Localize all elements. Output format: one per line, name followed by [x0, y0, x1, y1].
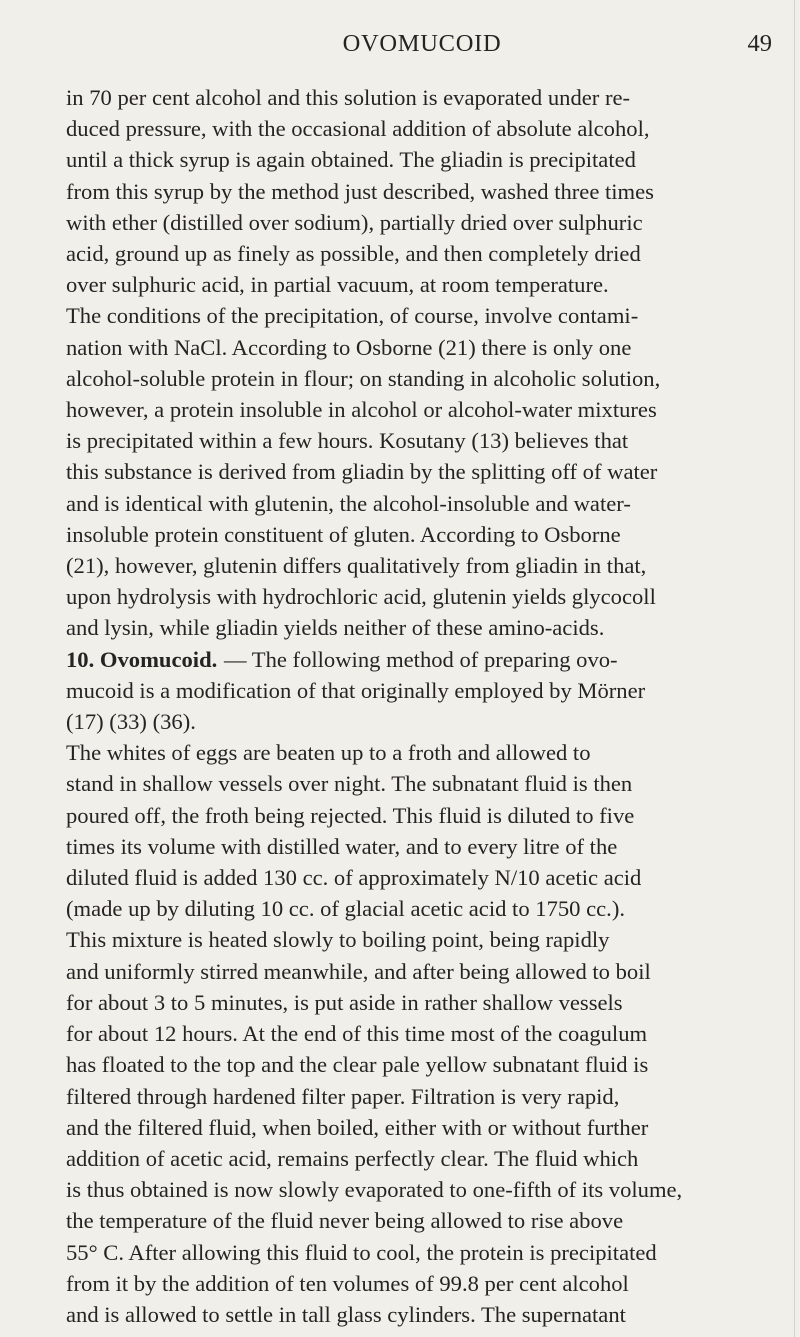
paragraph-ovomucoid-heading — [66, 644, 778, 738]
em-dash: — — [223, 646, 247, 672]
running-header — [66, 30, 778, 62]
ovomucoid-intro-text: The following method of preparing ovo- mucoid is a modification of that originally employed by Mörner (17) (33) (36). — [66, 646, 646, 735]
page-body — [66, 82, 778, 1330]
page-number: 49 — [747, 30, 772, 57]
paragraph-ovomucoid-procedure: The whites of eggs are beaten up to a froth and allowed to stand in shallow vessels over night. The subnatant fluid is then poured off, the froth being rejected. This fluid is diluted to five times its volume with distilled water, and to every litre of the diluted fluid is added 130 cc. of approximately N/10 acetic acid (made up by diluting 10 cc. of glacial acetic acid to 1750 cc.). This mixture is heated slowly to boiling point, being rapidly and uniformly stirred meanwhile, and after being allowed to boil for about 3 to 5 minutes, is put aside in rather shallow vessels for about 12 hours. At the end of this time most of the coagulum has floated to the top and the clear pale yellow subnatant fluid is filtered through hardened filter paper. Filtration is very rapid, and the filtered fluid, when boiled, either with or without further addition of acetic acid, remains perfectly clear. The fluid which is thus obtained is now slowly evaporated to one-fifth of its volume, the temperature of the fluid never being allowed to rise above 55° C. After allowing this fluid to cool, the protein is precipitated from it by the addition of ten volumes of 99.8 per cent alcohol and is allowed to settle in tall glass cylinders. The supernatant — [66, 740, 683, 1327]
section-number: 10. — [66, 646, 95, 672]
paragraph-gliadin-preparation: in 70 per cent alcohol and this solution is evaporated under re- duced pressure, with the occasional addition of absolute alcohol, until a thick syrup is again obtained. The gliadin is precipitated from this syrup by the method just described, washed three times with ether (distilled over sodium), partially dried over sulphuric acid, ground up as finely as possible, and then completely dried over sulphuric acid, in partial vacuum, at room temperature. The conditions of the precipitation, of course, involve contami- nation with NaCl. According to Osborne (21) there is only one alcohol-soluble protein in flour; on standing in alcoholic solution, however, a protein insoluble in alcohol or alcohol-water mixtures is precipitated within a few hours. Kosutany (13) believes that this substance is derived from gliadin by the splitting off of water and is identical with glutenin, the alcohol-insoluble and water- insoluble protein constituent of gluten. According to Osborne (21), however, glutenin differs qualitatively from gliadin in that, upon hydrolysis with hydrochloric acid, glutenin yields glycocoll and lysin, while gliadin yields neither of these amino-acids. — [66, 85, 661, 641]
page-edge — [794, 0, 795, 1337]
running-title: OVOMUCOID — [342, 30, 502, 57]
section-title: Ovomucoid. — [99, 646, 218, 672]
